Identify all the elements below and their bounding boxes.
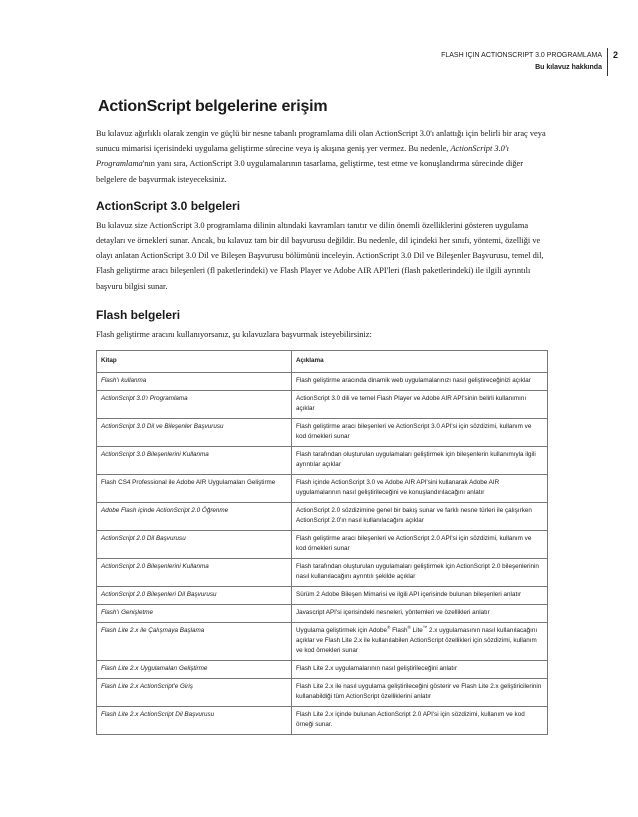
description-cell: ActionScript 2.0 sözdizimine genel bir bakış sunar ve farklı nesne türleri ile çalışırken ActionScript 2.0'ın nasıl kullanılacağını açıklar bbox=[292, 503, 548, 531]
column-header-description: Açıklama bbox=[292, 351, 548, 373]
section-paragraph-as3: Bu kılavuz size ActionScript 3.0 programlama dilinin altındaki kavramları tanıtır ve dilin önemli özelliklerini gösteren uygulama detayları ve örnekleri sunar. Ancak, bu kılavuz tam bir dil başvurusu değildir. Bu nedenle, dil içindeki her sınıfı, yöntemi, özelliği ve olayı anlatan ActionScript 3.0 Dil ve Bileşen Başvurusu bölümünü inceleyin. ActionScript 3.0 Dil ve Bileşenler Başvurusu, temel dil, Flash geliştirme aracı bileşenleri (fl paketlerindeki) ve Flash Player ve Adobe AIR API'leri (flash paketlerindeki) ile ilgili ayrıntılı başvuru bilgisi sunar. bbox=[96, 220, 544, 291]
description-cell bbox=[292, 623, 548, 661]
section-heading-as3: ActionScript 3.0 belgeleri bbox=[96, 198, 241, 213]
column-header-book: Kitap bbox=[97, 351, 292, 373]
book-title-cell: Flash Lite 2.x ActionScript'e Giriş bbox=[97, 679, 292, 707]
book-title-cell: ActionScript 2.0 Dil Başvurusu bbox=[97, 531, 292, 559]
page-title: ActionScript belgelerine erişim bbox=[98, 98, 328, 115]
intro-text-before: Bu kılavuz ağırlıklı olarak zengin ve güçlü bir nesne tabanlı programlama dili olan ActionScript 3.0'ı anlattığı için belirli bir araç veya sunucu mimarisi içerisindeki uygulama geliştirme sürecine veya iş akışına geniş yer vermez. Bu nedenle, bbox=[96, 129, 546, 154]
section-paragraph-flash: Flash geliştirme aracını kullanıyorsanız, şu kılavuzlara başvurmak isteyebilirsiniz: bbox=[96, 329, 372, 339]
flash-docs-table bbox=[96, 350, 548, 735]
registered-mark: ® bbox=[387, 624, 391, 630]
book-title-cell: ActionScript 3.0 Bileşenlerini Kullanma bbox=[97, 447, 292, 475]
table-row bbox=[97, 679, 548, 707]
table-row bbox=[97, 661, 548, 679]
description-text: Flash bbox=[390, 627, 408, 635]
description-cell: Flash Lite 2.x ile nasıl uygulama geliştirileceğini gösterir ve Flash Lite 2.x geliştiricilerinin kullanabildiği tüm ActionScript özelliklerini anlatır bbox=[292, 679, 548, 707]
trademark-mark: ™ bbox=[422, 624, 428, 630]
description-cell: Flash geliştirme aracı bileşenleri ve ActionScript 3.0 API'si için sözdizimi, kullanım ve kod örnekleri sunar bbox=[292, 419, 548, 447]
description-cell: ActionScript 3.0 dili ve temel Flash Player ve Adobe AIR API'sinin belirli kullanımını açıklar bbox=[292, 391, 548, 419]
registered-mark: ® bbox=[407, 624, 411, 630]
description-cell: Flash tarafından oluşturulan uygulamaları geliştirmek için ActionScript 2.0 bileşenlerinin nasıl kullanılacağını ayrıntılı şekilde açıklar bbox=[292, 559, 548, 587]
header-text bbox=[441, 48, 608, 76]
table-row bbox=[97, 707, 548, 735]
table-row bbox=[97, 475, 548, 503]
description-cell: Sürüm 2 Adobe Bileşen Mimarisi ve ilgili API içerisinde bulunan bileşenleri anlatır bbox=[292, 587, 548, 605]
table-row bbox=[97, 391, 548, 419]
table-row bbox=[97, 373, 548, 391]
book-title-cell: Flash Lite 2.x ile Çalışmaya Başlama bbox=[97, 623, 292, 661]
book-title-cell: ActionScript 2.0 Bileşenleri Dil Başvurusu bbox=[97, 587, 292, 605]
header-subtitle: Bu kılavuz hakkında bbox=[535, 64, 602, 71]
table-row bbox=[97, 559, 548, 587]
book-title-cell: Flash Lite 2.x Uygulamaları Geliştirme bbox=[97, 661, 292, 679]
section-heading-flash: Flash belgeleri bbox=[96, 307, 181, 322]
intro-book-title: ActionScript 3.0'ı Programlama bbox=[96, 144, 509, 169]
table-row bbox=[97, 623, 548, 661]
book-title-cell: ActionScript 3.0 Dil ve Bileşenler Başvurusu bbox=[97, 419, 292, 447]
table-row bbox=[97, 587, 548, 605]
book-title-cell: ActionScript 2.0 Bileşenlerini Kullanma bbox=[97, 559, 292, 587]
intro-paragraph bbox=[96, 126, 548, 187]
book-title-cell: Flash Lite 2.x ActionScript Dil Başvurusu bbox=[97, 707, 292, 735]
description-text: Lite bbox=[410, 627, 423, 635]
description-cell: Flash Lite 2.x uygulamalarının nasıl geliştirileceğini anlatır bbox=[292, 661, 548, 679]
book-title-cell: Flash CS4 Professional ile Adobe AIR Uygulamaları Geliştirme bbox=[97, 475, 292, 503]
page-number: 2 bbox=[612, 50, 618, 60]
running-header bbox=[441, 48, 618, 76]
table-row bbox=[97, 531, 548, 559]
description-cell: Flash geliştirme aracında dinamik web uygulamalarınızı nasıl geliştireceğinizi açıklar bbox=[292, 373, 548, 391]
intro-text-after: 'nın yanı sıra, ActionScript 3.0 uygulamalarının tasarlama, geliştirme, test etme ve konuşlandırma sürecinde diğer belgelere de başvurmak isteyeceksiniz. bbox=[96, 159, 524, 184]
description-cell: Flash tarafından oluşturulan uygulamaları geliştirmek için bileşenlerin kullanımıyla ilgili ayrıntılar açıklar bbox=[292, 447, 548, 475]
table-row bbox=[97, 419, 548, 447]
header-title: FLASH IÇIN ACTIONSCRIPT 3.0 PROGRAMLAMA bbox=[441, 52, 602, 59]
description-cell: Flash Lite 2.x içinde bulunan ActionScript 2.0 API'si için sözdizimi, kullanım ve kod örneği sunar. bbox=[292, 707, 548, 735]
description-cell: Flash içinde ActionScript 3.0 ve Adobe AIR API'sini kullanarak Adobe AIR uygulamalarının nasıl geliştirileceğini ve konuşlandırılacağını anlatır bbox=[292, 475, 548, 503]
table-row bbox=[97, 447, 548, 475]
table-row bbox=[97, 605, 548, 623]
book-title-cell: ActionScript 3.0'ı Programlama bbox=[97, 391, 292, 419]
table-row bbox=[97, 503, 548, 531]
description-cell: Flash geliştirme aracı bileşenleri ve ActionScript 2.0 API'si için sözdizimi, kullanım ve kod örnekleri sunar bbox=[292, 531, 548, 559]
description-text: Uygulama geliştirmek için Adobe bbox=[296, 627, 387, 635]
description-text: 2.x uygulamasının nasıl kullanılacağını açıklar ve Flash Lite 2.x ile kullanılabilen ActionScript özellikleri için sözdizimi, kullanım ve kod örnekleri sunar bbox=[296, 627, 538, 655]
page-content bbox=[96, 98, 548, 735]
book-title-cell: Flash'ı kullanma bbox=[97, 373, 292, 391]
book-title-cell: Flash'ı Genişletme bbox=[97, 605, 292, 623]
table-header-row bbox=[97, 351, 548, 373]
description-cell: Javascript API'si içerisindeki nesneleri, yöntemleri ve özellikleri anlatır bbox=[292, 605, 548, 623]
book-title-cell: Adobe Flash içinde ActionScript 2.0 Öğrenme bbox=[97, 503, 292, 531]
